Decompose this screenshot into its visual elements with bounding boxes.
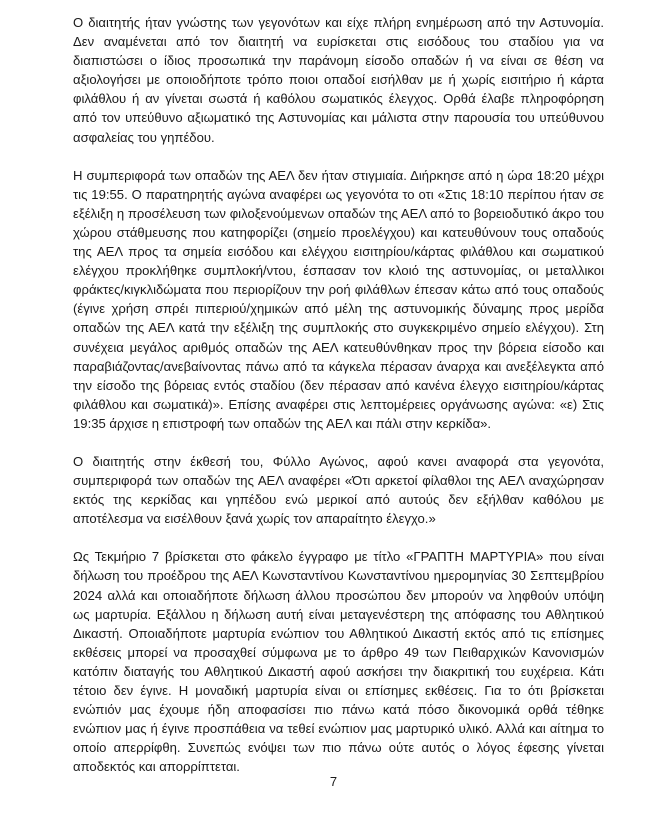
page-number: 7 xyxy=(329,774,338,789)
paragraph-referee-knowledge: Ο διαιτητής ήταν γνώστης των γεγονότων και είχε πλήρη ενημέρωση από την Αστυνομία. Δεν αναμένεται από τον διαιτητή να ευρίσκεται στις εισόδους του σταδίου για να διαπιστώσει ο ίδιος προσωπικά την παράνομη είσοδο οπαδών ή να είναι σε θέση να αξιολογήσει με οποιοδήποτε τρόπο ποιοι οπαδοί εισήλθαν με ή χωρίς εισιτήριο ή κάρτα φιλάθλου ή αν γίνεται σωστά ή καθόλου σωματικός έλεγχος. Ορθά έλαβε πληροφόρηση από τον υπεύθυνο αξιωματικό της Αστυνομίας και μάλιστα στην παρουσία του υπεύθυνου ασφαλείας του γηπέδου. xyxy=(73,15,604,145)
paragraph-referee-report: Ο διαιτητής στην έκθεσή του, Φύλλο Αγώνος, αφού κανει αναφορά στα γεγονότα, συμπεριφορά των οπαδών της ΑΕΛ αναφέρει «Ότι αρκετοί φίλαθλοι της ΑΕΛ αναχώρησαν εκτός της κερκίδας και γηπέδου ενώ μερικοί από αυτούς δεν εξήλθαν καθόλου με αποτέλεσμα να εισέλθουν ξανά χωρίς τον απαραίτητο έλεγχο.» xyxy=(73,453,604,527)
paragraph-exhibit-7: Ως Τεκμήριο 7 βρίσκεται στο φάκελο έγγραφο με τίτλο «ΓΡΑΠΤΗ ΜΑΡΤΥΡΙΑ» που είναι δήλωση του προέδρου της ΑΕΛ Κωνσταντίνου Κωνσταντίνου ημερομηνίας 30 Σεπτεμβρίου 2024 αλλά και οποιαδήποτε δήλωση άλλου προσώπου δεν μπορούν να ληφθούν υπόψη ως μαρτυρία. Εξάλλου η δήλωση αυτή είναι μεταγενέστερη της απόφασης του Αθλητικού Δικαστή. Οποιαδήποτε μαρτυρία ενώπιον του Αθλητικού Δικαστή εκτός από τις επίσημες εκθέσεις μπορεί να προσαχθεί σύμφωνα με το άρθρο 49 των Πειθαρχικών Κανονισμών κατόπιν διαταγής του Αθλητικού Δικαστή αφού ασκήσει την διακριτική του ευχέρεια. Κάτι τέτοιο δεν έγινε. Η μοναδική μαρτυρία είναι οι επίσημες εκθέσεις. Για το ότι βρίσκεται ενώπιόν μας έχουμε ήδη αποφασίσει πιο πάνω κατά πόσο δικονομικά ορθά τέθηκε ενώπιον μας ή έγινε προσπάθεια να τεθεί ενώπιον μας μαρτυρικό υλικό. Αλλά και αίτημα το οποίο απερρίφθη. Συνεπώς ενόψει των πιο πάνω ούτε αυτός ο λόγος έφεσης γίνεται αποδεκτός και απορρίπτεται. xyxy=(73,549,604,775)
paragraph-fans-behaviour: Η συμπεριφορά των οπαδών της ΑΕΛ δεν ήταν στιγμιαία. Διήρκησε από η ώρα 18:20 μέχρι τις 19:55. Ο παρατηρητής αγώνα αναφέρει ως γεγονότα το οτι «Στις 18:10 περίπου ήταν σε εξέλιξη η προσέλευση των φιλοξενούμενων οπαδών της ΑΕΛ από το βορειοδυτικό άκρο του χώρου στάθμευσης που κατηφορίζει (σημείο προελέγχου) και κατευθύνουν τους οπαδούς της ΑΕΛ προς τα σημεία εισόδου και ελέγχου εισιτηρίου/κάρτας φιλάθλου και σωματικού ελέγχου προκλήθηκε συμπλοκή/ντου, έσπασαν τον κλοιό της αστυνομίας, οι μεταλλικοι φράκτες/κιγκλιδώματα που περιορίζουν την ροή φιλάθλων έπεσαν κάτω από τους οπαδούς (έγινε χρήση σπρέι πιπεριού/χημικών από μέλη της αστυνομικής δύναμης προς μερίδα οπαδών της ΑΕΛ κατά την εξέλιξη της συμπλοκής στο συγκεκριμένο σημείο ελέγχου). Στη συνέχεια μεγάλος αριθμός οπαδών της ΑΕΛ κατευθύνθηκαν προς την βόρεια είσοδο και παραβιάζοντας/ανεβαίνοντας πάνω από τα κάγκελα πέρασαν άναρχα και ανεξέλεγκτα από την είσοδο της βόρειας εντός σταδίου (δεν πέρασαν από κανένα έλεγχο εισιτηρίου/κάρτας φιλάθλου και σωματικά)». Επίσης αναφέρει στις λεπτομέρειες οργάνωσης αγώνα: «ε) Στις 19:35 άρχισε η επιστροφή των οπαδών της ΑΕΛ και πάλι στην κερκίδα». xyxy=(73,167,604,431)
